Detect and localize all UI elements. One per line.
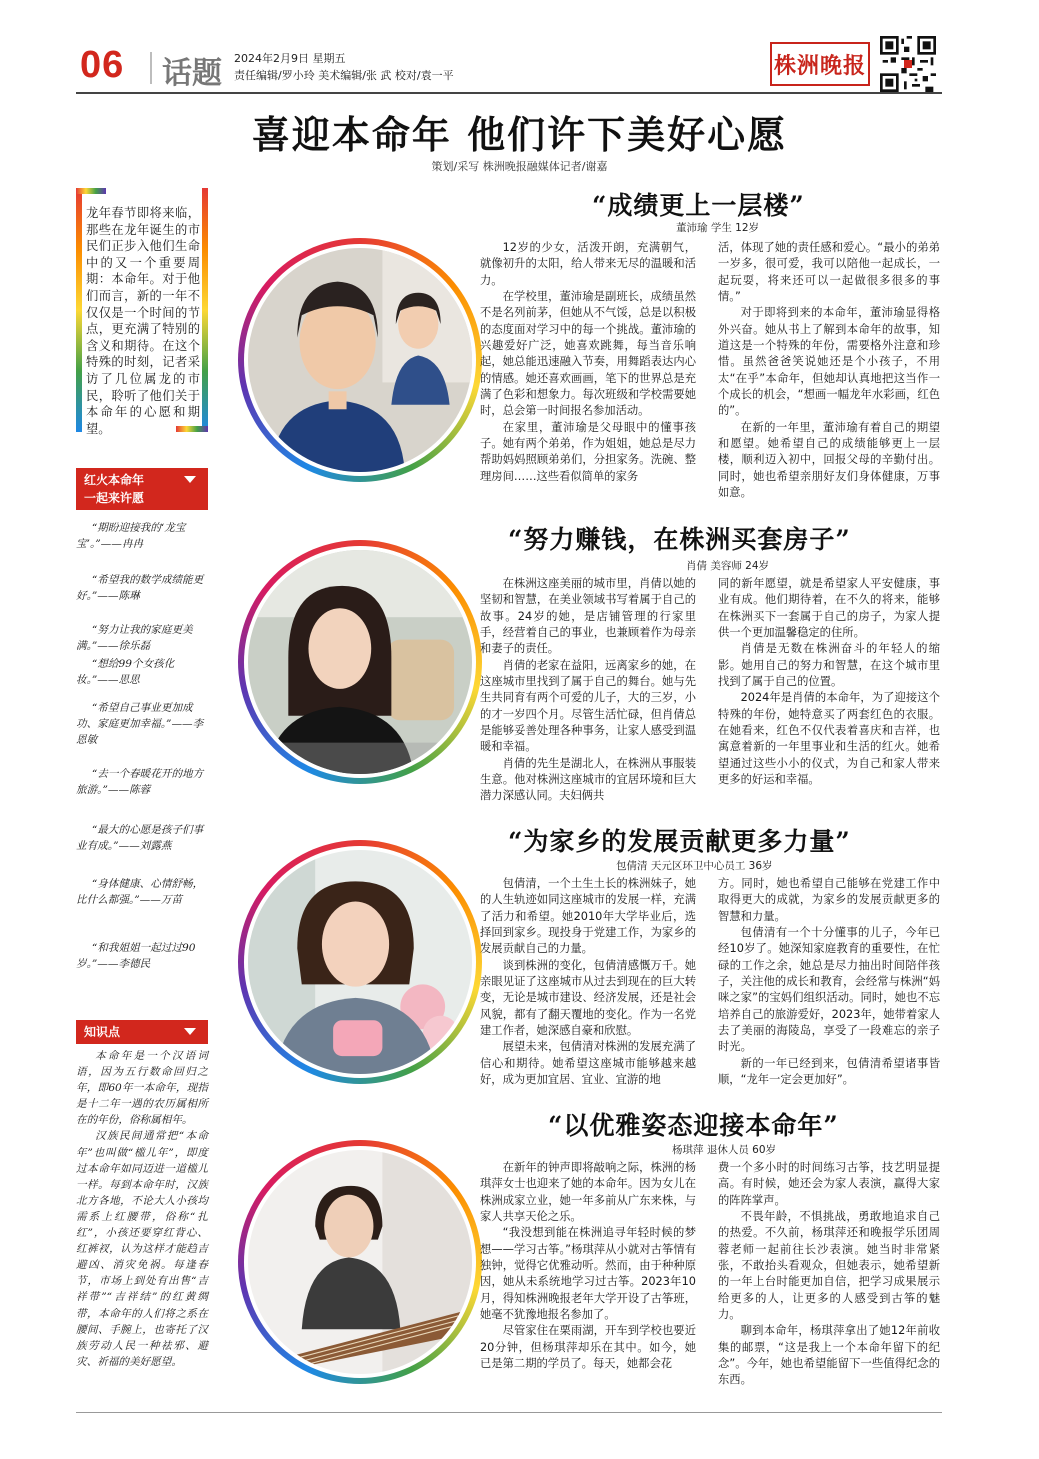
knowledge-header — [76, 1020, 208, 1044]
chevron-down-icon — [184, 476, 196, 483]
article-column — [718, 876, 940, 1088]
article-paragraph: 尽管家住在栗雨湖，开车到学校也要近20分钟，但杨琪萍却乐在其中。如今，她已是第二期的学员了。每天，她都会花 — [480, 1324, 696, 1371]
knowledge-paragraph: 本命年是一个汉语词语，因为五行数命回归之年，即60年一本命年，现指是十二年一遇的农历属相所在的年份，俗称属相年。 — [76, 1050, 208, 1127]
article-paragraph: 方。同时，她也希望自己能够在党建工作中取得更大的成就，为家乡的发展贡献更多的智慧和力量。 — [718, 877, 940, 923]
article-paragraph: 对于即将到来的本命年，董沛瑜显得格外兴奋。她从书上了解到本命年的故事，知道这是一个特殊的年份，需要格外注意和珍惜。虽然爸爸笑说她还是个小孩子，不用太“在乎”本命年，但她却认真地把这当作一个成长的机会，“想画一幅龙年水彩画，红色的”。 — [718, 306, 940, 418]
article-paragraph: 12岁的少女，活泼开朗，充满朝气，就像初升的太阳，给人带来无尽的温暖和活力。 — [480, 241, 696, 287]
wish-item: “身体健康、心情舒畅，比什么都强。”——万苗 — [76, 878, 204, 906]
wish-item: “和我姐姐一起过过90岁。”——李德民 — [76, 942, 196, 970]
article-paragraph: 肖倩的先生是湖北人，在株洲从事服装生意。他对株洲这座城市的宜居环境和巨大潜力深感认同。夫妇俩共 — [480, 756, 696, 803]
article-paragraph: 不畏年龄，不惧挑战，勇敢地追求自己的热爱。不久前，杨琪萍还和晚报学乐团周蓉老师一起前往长沙表演。她当时非常紧张，不敢抬头看观众，但她表示，她希望新的一年上台时能更加自信，把学习成果展示给更多的人，让更多的人感受到古筝的魅力。 — [718, 1210, 940, 1322]
byline-credit: 策划/采写 株洲晚报融媒体记者/谢嘉 — [431, 160, 608, 173]
knowledge-header-label: 知识点 — [84, 1025, 121, 1039]
article-column — [480, 240, 696, 485]
wish-item: “最大的心愿是孩子们事业有成。”——刘露燕 — [76, 824, 204, 852]
article-byline: 董沛瑜 学生 12岁 — [676, 222, 760, 234]
page-title: 喜迎本命年 他们许下美好心愿 — [251, 113, 788, 157]
article-paragraph: 在新年的钟声即将敲响之际，株洲的杨琪萍女士也迎来了她的本命年。因为女儿在株洲成家立业，她一年多前从广东来株，与家人共享天伦之乐。 — [480, 1161, 696, 1224]
portrait-image — [248, 1150, 472, 1374]
wishes-header-line2: 一起来许愿 — [84, 491, 145, 505]
photo-beautician — [238, 540, 482, 784]
wish-item: “期盼迎接我的‘龙宝宝’。”——冉冉 — [76, 522, 186, 550]
header-meta — [234, 50, 454, 84]
article-paragraph: 费一个多小时的时间练习古筝，技艺明显提高。有时候，她还会为家人表演，赢得大家的阵阵掌声。 — [718, 1161, 940, 1207]
article-paragraph: 活，体现了她的责任感和爱心。“最小的弟弟一岁多，很可爱，我可以陪他一起成长，一起玩耍，将来还可以一起做很多很多的事情。” — [718, 241, 940, 304]
article-column — [718, 1160, 940, 1389]
intro-text: 龙年春节即将来临，那些在龙年诞生的市民们正步入他们生命中的又一个重要周期：本命年。对于他们而言，新的一年不仅仅是一个时间的节点，更充满了特别的含义和期待。在这个特殊的时刻，记者采访了几位属龙的市民，聆听了他们关于本命年的心愿和期望。 — [86, 206, 200, 436]
page-number: 06 — [80, 44, 125, 86]
portrait-image — [248, 550, 472, 774]
article-paragraph: 包倩清有一个十分懂事的儿子，今年已经10岁了。她深知家庭教育的重要性，在忙碌的工作之余，她总是尽力抽出时间陪伴孩子，关注他的成长和教育，会经常与株洲“妈咪之家”的宝妈们组织活动。同时，她也不忘培养自己的旅游爱好，2023年，她带着家人去了美丽的海陵岛，享受了一段难忘的亲子时光。 — [718, 926, 940, 1054]
article-paragraph: 同的新年愿望，就是希望家人平安健康，事业有成。他们期待着，在不久的将来，能够在株洲买下一套属于自己的房子，为家人提供一个更加温馨稳定的住所。 — [718, 577, 940, 640]
article-paragraph: 在学校里，董沛瑜是副班长，成绩虽然不是名列前茅，但她从不气馁，总是以积极的态度面对学习中的每一个挑战。董沛瑜的兴趣爱好广泛，她喜欢跳舞，每当音乐响起，她总能迅速融入节奏，用舞蹈表达内心的情感。她还喜欢画画，笔下的世界总是充满了色彩和想象力。每次班级和学校需要她时，总会第一时间报名参加活动。 — [480, 290, 696, 418]
wish-item: “去一个春暖花开的地方旅游。”——陈蓉 — [76, 768, 204, 796]
photo-retiree-guzheng — [238, 1140, 482, 1384]
wish-item: “努力让我的家庭更美满。”——徐乐磊 — [76, 624, 193, 652]
wish-item: “希望我的数学成绩能更好。”——陈琳 — [76, 574, 204, 602]
article-title: “为家乡的发展贡献更多力量” — [508, 827, 851, 856]
photo-girl-student — [238, 238, 482, 482]
article-byline: 包倩清 天元区环卫中心员工 36岁 — [616, 860, 773, 872]
wish-item: “希望自己事业更加成功、家庭更加幸福。”——李恩敏 — [76, 702, 204, 746]
knowledge-text — [76, 1048, 208, 1370]
article-paragraph: 肖倩是无数在株洲奋斗的年轻人的缩影。她用自己的努力和智慧，在这个城市里找到了属于自己的位置。 — [718, 642, 940, 689]
article-title: “努力赚钱，在株洲买套房子” — [508, 525, 851, 554]
article-title: “成绩更上一层楼” — [592, 191, 805, 220]
article-column — [718, 240, 940, 502]
footer-rule — [76, 1412, 942, 1413]
article-byline: 杨琪萍 退休人员 60岁 — [672, 1144, 777, 1156]
article-paragraph: 包倩清，一个土生土长的株洲妹子，她的人生轨迹如同这座城市的发展一样，充满了活力和希望。她2010年大学毕业后，选择回到家乡。现投身于党建工作，为家乡的发展贡献自己的力量。 — [480, 877, 696, 956]
article-column — [480, 876, 696, 1088]
article-paragraph: 聊到本命年，杨琪萍拿出了她12年前收集的邮票，“这是我上一个本命年留下的纪念”。今年，她也希望能留下一些值得纪念的东西。 — [718, 1324, 940, 1387]
article-paragraph: “我没想到能在株洲追寻年轻时候的梦想——学习古筝。”杨琪萍从小就对古筝情有独钟，觉得它优雅动听。然而，由于种种原因，她从未系统地学习过古筝。2023年10月，得知株洲晚报老年大学开设了古筝班，她毫不犹豫地报名参加了。 — [480, 1226, 696, 1322]
article-paragraph: 肖倩的老家在益阳，远离家乡的她，在这座城市里找到了属于自己的舞台。她与先生共同育有两个可爱的儿子，大的三岁，小的才一岁四个月。尽管生活忙碌，但肖倩总是能够妥善处理各种事务，让家人感受到温暖和幸福。 — [480, 658, 696, 754]
chevron-down-icon — [184, 1028, 196, 1035]
newspaper-logo: 株洲晚报 — [770, 42, 870, 86]
header-rule — [76, 92, 942, 94]
portrait-image — [248, 248, 472, 472]
header-editors: 责任编辑/罗小玲 美术编辑/张 武 校对/袁一平 — [234, 69, 454, 82]
article-paragraph: 在新的一年里，董沛瑜有着自己的期望和愿望。她希望自己的成绩能够更上一层楼，顺利迈入初中，回报父母的辛勤付出。同时，她也希望亲朋好友们身体健康，万事如意。 — [718, 420, 940, 500]
header-date: 2024年2月9日 星期五 — [234, 52, 346, 65]
article-column — [480, 576, 696, 805]
article-paragraph: 2024年是肖倩的本命年，为了迎接这个特殊的年份，她特意买了两套红色的衣服。在她看来，红色不仅代表着喜庆和吉祥，也寓意着新的一年里事业和生活的红火。她希望通过这些小小的仪式，为自己和家人带来更多的好运和幸福。 — [718, 691, 940, 787]
article-title: “以优雅姿态迎接本命年” — [548, 1111, 839, 1140]
wish-item: “想给99个女孩化妆。”——思思 — [76, 658, 175, 686]
article-paragraph: 在家里，董沛瑜是父母眼中的懂事孩子。她有两个弟弟，作为姐姐，她总是尽力帮助妈妈照顾弟弟们，分担家务。洗碗、整理房间……这些看似简单的家务 — [480, 420, 696, 483]
qr-code-icon — [880, 36, 936, 92]
section-name: 话题 — [162, 56, 222, 91]
wishes-header-line1: 红火本命年 — [84, 473, 145, 487]
article-paragraph: 新的一年已经到来，包倩清希望诸事皆顺，“龙年一定会更加好”。 — [718, 1056, 940, 1087]
photo-sanitation-worker — [238, 840, 482, 1084]
article-byline: 肖倩 美容师 24岁 — [686, 560, 770, 572]
wishes-header — [76, 468, 208, 510]
article-column — [480, 1160, 696, 1372]
header-divider — [150, 52, 152, 84]
knowledge-paragraph: 汉族民间通常把“本命年”也叫做“槛儿年”，即度过本命年如同迈进一道槛儿一样。每到本命年时，汉族北方各地，不论大人小孩均需系上红腰带，俗称“扎红”，小孩还要穿红背心、红裤衩，认为这样才能趋吉避凶、消灾免祸。每逢春节，市场上到处有出售“吉祥带”“吉祥结”的红黄绸带，本命年的人们将之系在腰间、手腕上，也寄托了汉族劳动人民一种祛邪、避灾、祈福的美好愿望。 — [76, 1130, 208, 1368]
article-paragraph: 谈到株洲的变化，包倩清感慨万千。她亲眼见证了这座城市从过去到现在的巨大转变，无论是城市建设、经济发展，还是社会风貌，都有了翻天覆地的变化。作为一名党建工作者，她深感自豪和欣慰。 — [480, 958, 696, 1038]
article-paragraph: 在株洲这座美丽的城市里，肖倩以她的坚韧和智慧，在美业领域书写着属于自己的故事。24岁的她，是店铺管理的行家里手，经营着自己的事业，也兼顾着作为母亲和妻子的责任。 — [480, 577, 696, 656]
portrait-image — [248, 850, 472, 1074]
article-paragraph: 展望未来，包倩清对株洲的发展充满了信心和期待。她希望这座城市能够越来越好，成为更加宜居、宜业、宜游的地 — [480, 1040, 696, 1087]
article-column — [718, 576, 940, 788]
